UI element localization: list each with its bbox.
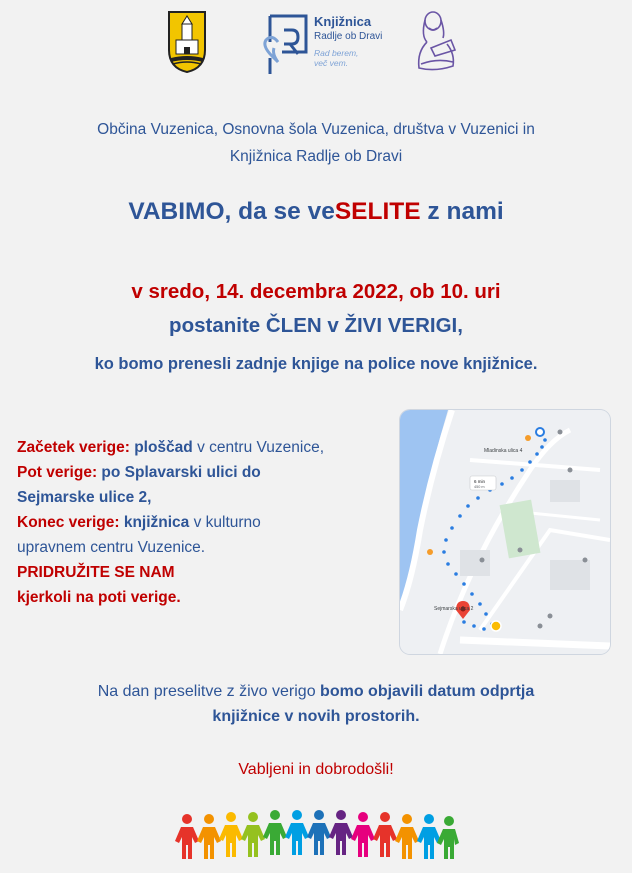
event-member: postanite ČLEN v ŽIVI VERIGI, — [169, 314, 463, 337]
intro-organizers — [0, 116, 632, 170]
route-description — [17, 435, 407, 610]
route-end-label: Konec verige: — [17, 514, 120, 531]
route-join-line-1: PRIDRUŽITE SE NAM — [17, 564, 175, 581]
route-map — [400, 410, 610, 654]
announcement-line-1 — [0, 679, 632, 704]
intro-line-2: Knjižnica Radlje ob Dravi — [229, 148, 403, 165]
route-end — [17, 510, 407, 535]
announcement — [0, 679, 632, 729]
route-path-cont — [17, 485, 407, 510]
route-start-label: Začetek verige: — [17, 439, 130, 456]
route-path-line-1: po Splavarski ulici do — [101, 464, 261, 481]
route-path — [17, 460, 407, 485]
people-chain-figures — [175, 810, 459, 859]
announcement-plain: Na dan preselitve z živo verigo — [97, 683, 321, 700]
announcement-bold-1: bomo objavili datum odprtja — [320, 683, 535, 700]
map-street-1: Mladinska ulica 4 — [484, 448, 523, 454]
event-purpose: ko bomo prenesli zadnje knjige na police nove knjižnice. — [94, 355, 538, 373]
map-distance: 6 min — [474, 479, 486, 484]
route-start — [17, 435, 407, 460]
route-path-label: Pot verige: — [17, 464, 98, 481]
library-location: Radlje ob Dravi — [314, 31, 383, 42]
headline-part-2: z nami — [420, 198, 504, 225]
route-join-line-2: kjerkoli na poti verige. — [17, 589, 181, 606]
reading-woman-logo — [407, 8, 463, 74]
map-distance-sub: 450 m — [474, 485, 485, 489]
map-street-2: Sejmarska ulica 2 — [434, 606, 474, 612]
route-end-cont: upravnem centru Vuzenice. — [17, 539, 206, 556]
announcement-line-2 — [0, 704, 632, 729]
announcement-bold-2: knjižnice v novih prostorih. — [212, 708, 420, 725]
headline-highlight: SELITE — [334, 198, 421, 225]
event-date: v sredo, 14. decembra 2022, ob 10. uri — [131, 280, 501, 303]
route-start-place: ploščad — [134, 439, 193, 456]
route-start-rest: v centru Vuzenice, — [192, 439, 325, 456]
route-end-place: knjižnica — [123, 514, 190, 531]
people-chain-illustration — [175, 805, 460, 867]
library-logo — [256, 12, 396, 78]
intro-line-1: Občina Vuzenica, Osnovna šola Vuzenica, društva v Vuzenici in — [97, 121, 535, 138]
library-motto-line-1: Rad berem, — [314, 48, 359, 58]
route-join-1 — [17, 560, 407, 585]
route-end-rest-1: v kulturno — [189, 514, 261, 531]
route-path-line-2: Sejmarske ulice 2, — [17, 489, 152, 506]
route-map-drawing — [400, 410, 610, 654]
headline-part-1: VABIMO, da se ve — [128, 198, 335, 225]
library-motto-line-2: več vem. — [314, 58, 349, 68]
headline — [0, 198, 632, 226]
route-join-2 — [17, 585, 407, 610]
closing-welcome: Vabljeni in dobrodošli! — [238, 761, 394, 778]
vuzenica-crest-logo — [167, 10, 207, 74]
library-r-heart-icon — [256, 12, 310, 78]
library-name: Knjižnica — [314, 14, 372, 29]
library-motto — [314, 48, 358, 68]
